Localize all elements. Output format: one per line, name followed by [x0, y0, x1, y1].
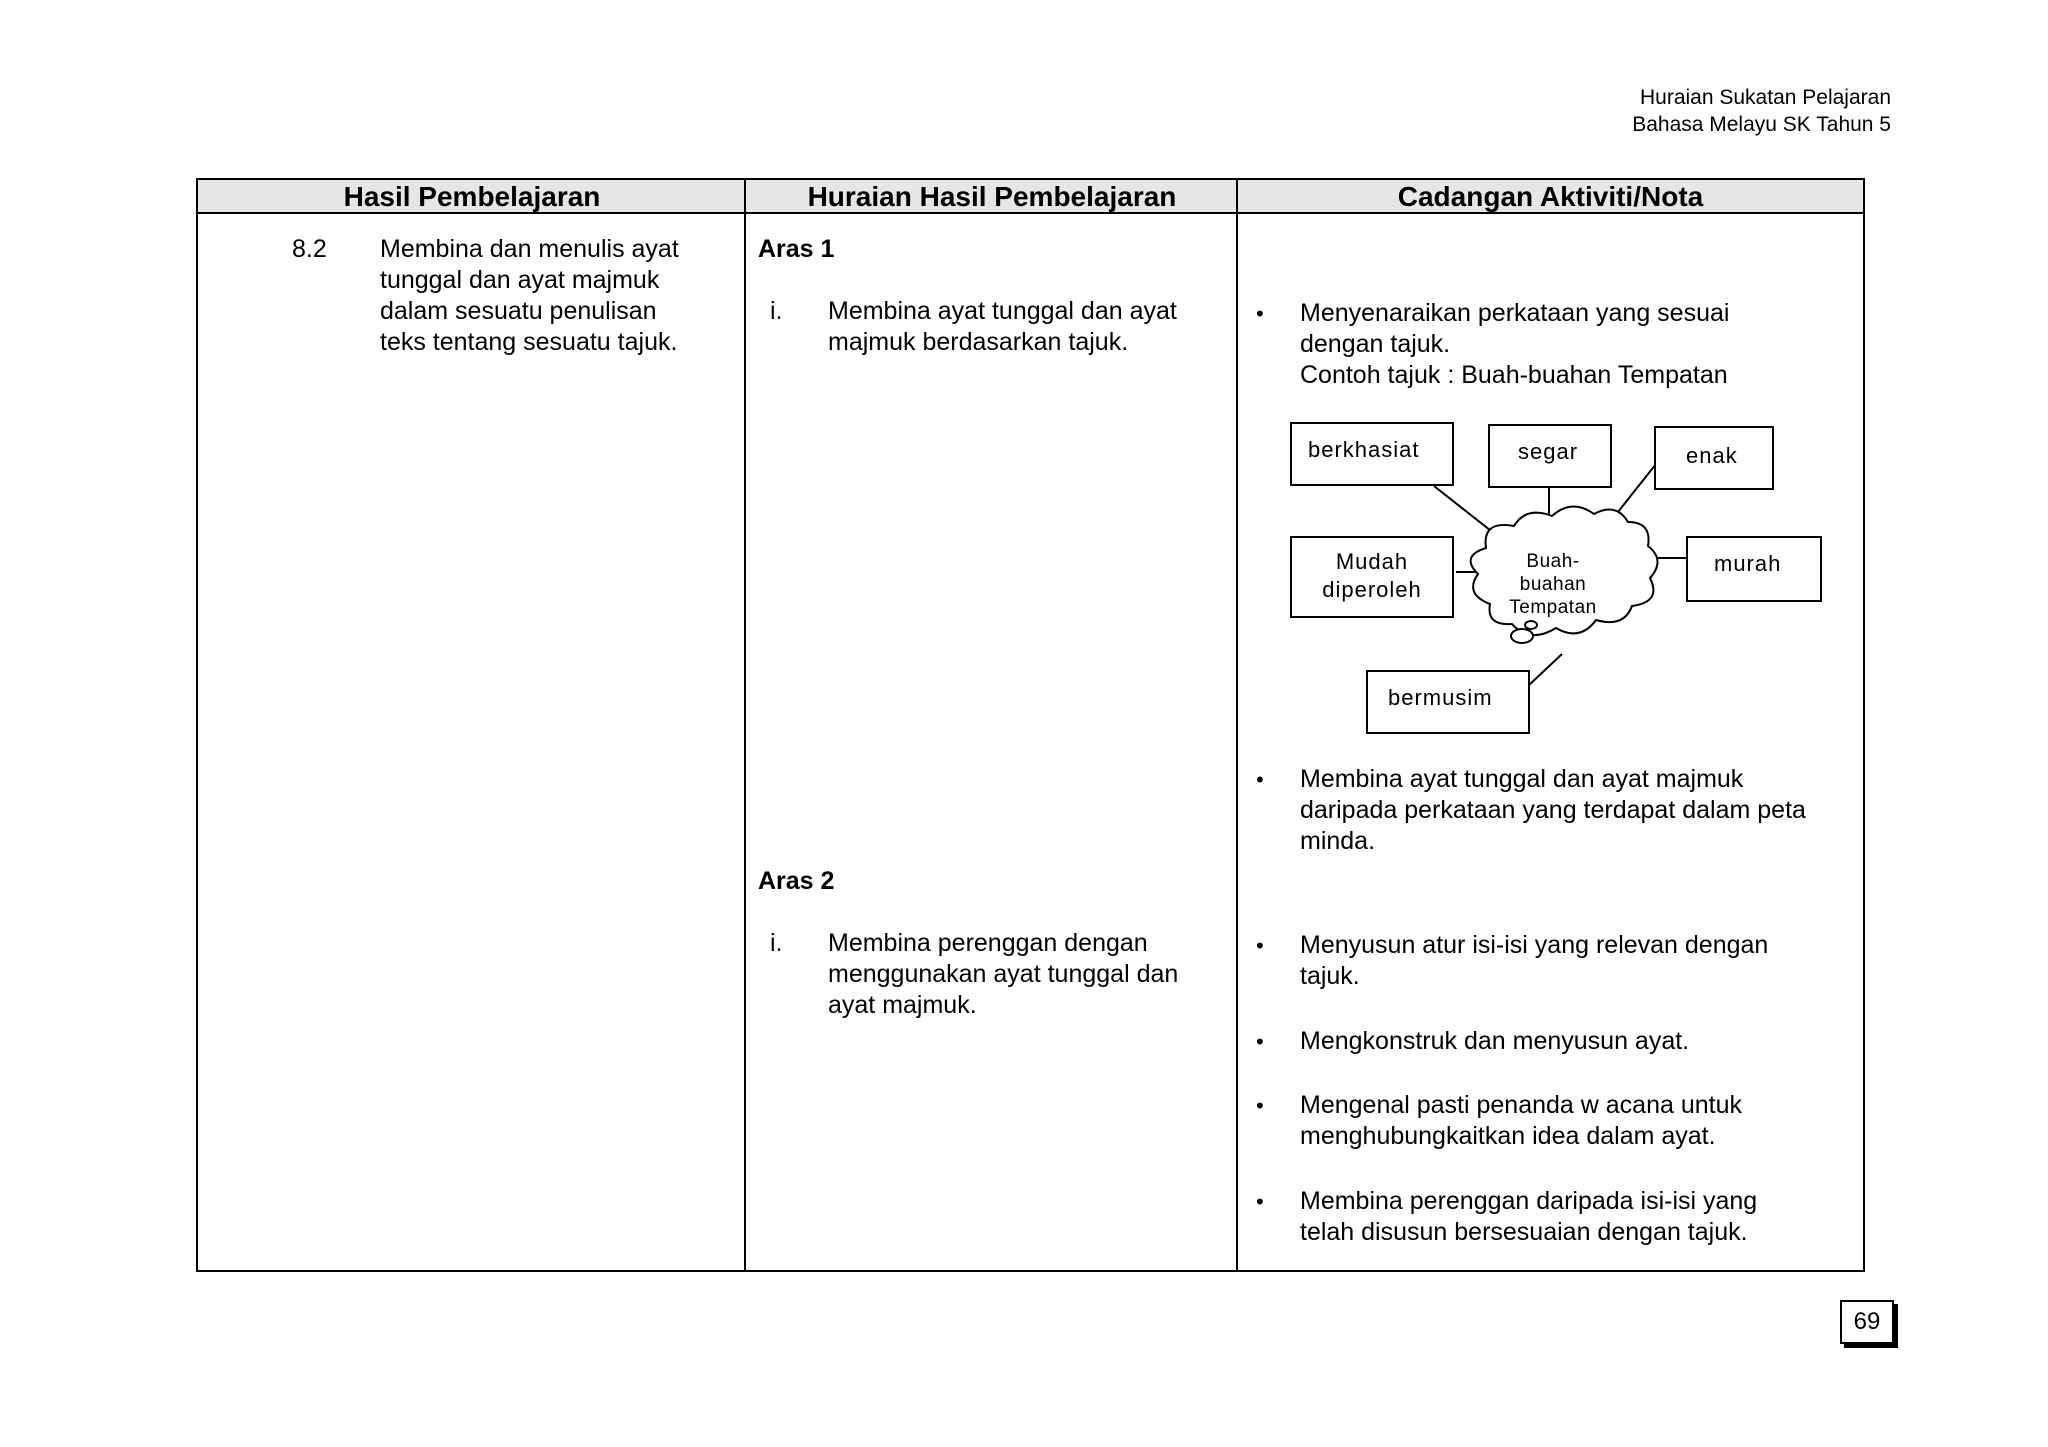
thought-bubble-large	[1511, 629, 1533, 643]
node-enak: enak	[1654, 426, 1774, 490]
aras-2-text: Membina perenggan dengan menggunakan ayat tunggal dan ayat majmuk.	[828, 929, 1179, 1019]
node-berkhasiat: berkhasiat	[1290, 422, 1454, 486]
activity-2-bullet: •	[1256, 767, 1264, 792]
connector-bermusim	[1528, 654, 1562, 686]
node-segar: segar	[1488, 424, 1612, 488]
aras-1-title: Aras 1	[758, 235, 835, 263]
mind-map-center: Buah- buahan Tempatan	[1509, 551, 1597, 618]
aras-1-text: Membina ayat tunggal dan ayat majmuk berdasarkan tajuk.	[828, 297, 1177, 356]
thought-bubble-small	[1525, 621, 1537, 629]
activity-1-text: Menyenaraikan perkataan yang sesuai dengan tajuk. Contoh tajuk : Buah-buahan Tempatan	[1300, 299, 1730, 389]
header-line-1: Huraian Sukatan Pelajaran	[1640, 86, 1891, 109]
activity-5-text: Mengenal pasti penanda w acana untuk menghubungkaitkan idea dalam ayat.	[1300, 1091, 1742, 1150]
page-number: 69	[1840, 1300, 1894, 1344]
aras-2-marker: i.	[770, 929, 783, 957]
activity-3-bullet: •	[1256, 933, 1264, 958]
activity-2-text: Membina ayat tunggal dan ayat majmuk daripada perkataan yang terdapat dalam peta minda.	[1300, 765, 1806, 855]
node-mudah-diperoleh: Mudah diperoleh	[1290, 536, 1454, 618]
aras-1-marker: i.	[770, 297, 783, 325]
outcome-text: Membina dan menulis ayat tunggal dan ayat majmuk dalam sesuatu penulisan teks tentang sesuatu tajuk.	[380, 235, 679, 356]
outcome-number: 8.2	[292, 235, 327, 263]
aras-2-title: Aras 2	[758, 867, 835, 895]
activity-6-bullet: •	[1256, 1189, 1264, 1214]
column-header-huraian: Huraian Hasil Pembelajaran	[746, 180, 1238, 214]
activity-5-bullet: •	[1256, 1093, 1264, 1118]
activity-6-text: Membina perenggan daripada isi-isi yang telah disusun bersesuaian dengan tajuk.	[1300, 1187, 1758, 1246]
header-line-2: Bahasa Melayu SK Tahun 5	[1632, 113, 1891, 136]
column-header-cadangan: Cadangan Aktiviti/Nota	[1238, 180, 1863, 214]
node-bermusim: bermusim	[1366, 670, 1530, 734]
activity-4-text: Mengkonstruk dan menyusun ayat.	[1300, 1027, 1690, 1055]
column-header-hasil: Hasil Pembelajaran	[198, 180, 746, 214]
activity-4-bullet: •	[1256, 1029, 1264, 1054]
activity-3-text: Menyusun atur isi-isi yang relevan dengan tajuk.	[1300, 931, 1769, 990]
activity-1-bullet: •	[1256, 301, 1264, 326]
node-murah: murah	[1686, 536, 1822, 602]
